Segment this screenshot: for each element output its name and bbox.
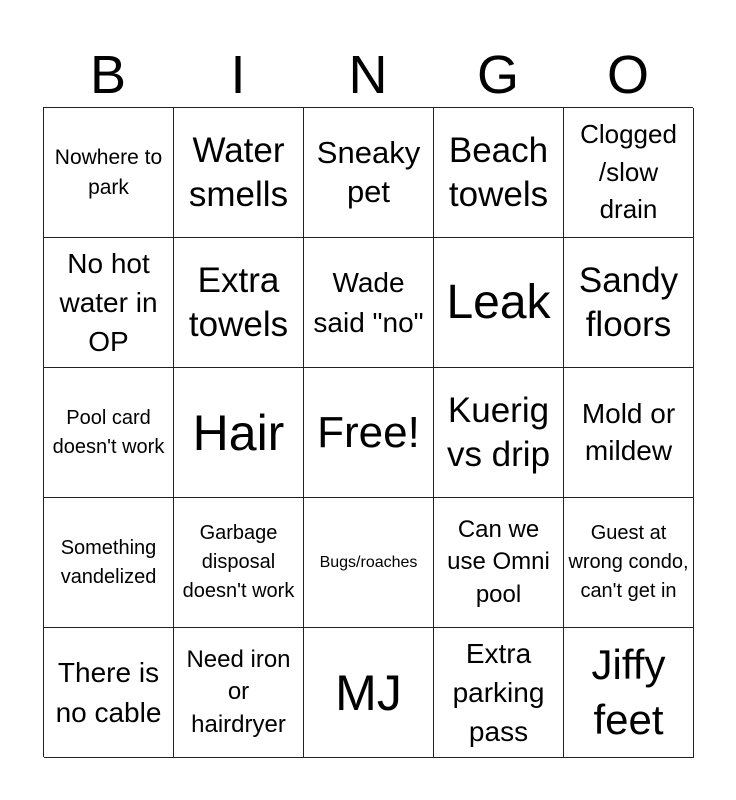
cell-text: Wade said "no" <box>313 267 424 338</box>
bingo-cell[interactable] <box>434 498 564 628</box>
bingo-cell[interactable] <box>304 498 434 628</box>
bingo-cell[interactable] <box>564 498 694 628</box>
cell-text: Bugs/roaches <box>319 553 418 571</box>
header-letter-b: B <box>89 45 127 105</box>
cell-text: Hair <box>192 404 285 461</box>
cell-text: Sandy floors <box>578 260 679 344</box>
bingo-grid <box>43 107 693 757</box>
cell-text: Kuerig vs drip <box>446 390 551 474</box>
cell-text: Water smells <box>188 130 289 214</box>
bingo-cell[interactable] <box>44 498 174 628</box>
bingo-cell[interactable] <box>174 498 304 628</box>
cell-text: MJ <box>335 664 402 721</box>
cell-text: Extra parking pass <box>452 637 545 748</box>
cell-text: There is no cable <box>55 657 162 728</box>
cell-text: Leak <box>446 275 551 329</box>
bingo-cell[interactable] <box>304 108 434 238</box>
bingo-cell[interactable] <box>174 108 304 238</box>
cell-text: Jiffy feet <box>591 640 666 743</box>
bingo-cell[interactable] <box>44 628 174 758</box>
bingo-cell[interactable] <box>44 108 174 238</box>
cell-text: Need iron or hairdryer <box>186 645 291 738</box>
cell-text: Beach towels <box>448 130 549 214</box>
cell-text: Extra towels <box>188 260 289 344</box>
header-letter-o: O <box>606 45 649 105</box>
free-space-cell[interactable] <box>304 368 434 498</box>
bingo-cell[interactable] <box>564 368 694 498</box>
cell-text: Can we use Omni pool <box>447 515 550 608</box>
bingo-cell[interactable] <box>434 108 564 238</box>
header-letter-i: I <box>230 45 246 105</box>
bingo-cell[interactable] <box>434 628 564 758</box>
cell-text: Something vandelized <box>60 536 157 588</box>
bingo-cell[interactable] <box>304 628 434 758</box>
bingo-cell[interactable] <box>174 368 304 498</box>
free-space-text: Free! <box>317 407 420 457</box>
bingo-cell[interactable] <box>564 238 694 368</box>
bingo-cell[interactable] <box>44 238 174 368</box>
bingo-cell[interactable] <box>564 108 694 238</box>
header-letter-n: N <box>348 45 388 105</box>
cell-text: Pool card doesn't work <box>52 406 165 458</box>
cell-text: Nowhere to park <box>54 146 163 199</box>
bingo-cell[interactable] <box>434 368 564 498</box>
bingo-cell[interactable] <box>44 368 174 498</box>
cell-text: Guest at wrong condo, can't get in <box>568 522 689 602</box>
bingo-header <box>43 42 693 108</box>
bingo-cell[interactable] <box>174 628 304 758</box>
cell-text: Garbage disposal doesn't work <box>182 522 295 602</box>
bingo-cell[interactable] <box>304 238 434 368</box>
bingo-cell[interactable] <box>564 628 694 758</box>
bingo-cell[interactable] <box>174 238 304 368</box>
cell-text: No hot water in OP <box>59 247 158 358</box>
cell-text: Clogged /slow drain <box>580 118 677 225</box>
cell-text: Mold or mildew <box>581 398 676 466</box>
bingo-cell[interactable] <box>434 238 564 368</box>
cell-text: Sneaky pet <box>316 134 421 209</box>
header-letter-g: G <box>476 45 519 105</box>
